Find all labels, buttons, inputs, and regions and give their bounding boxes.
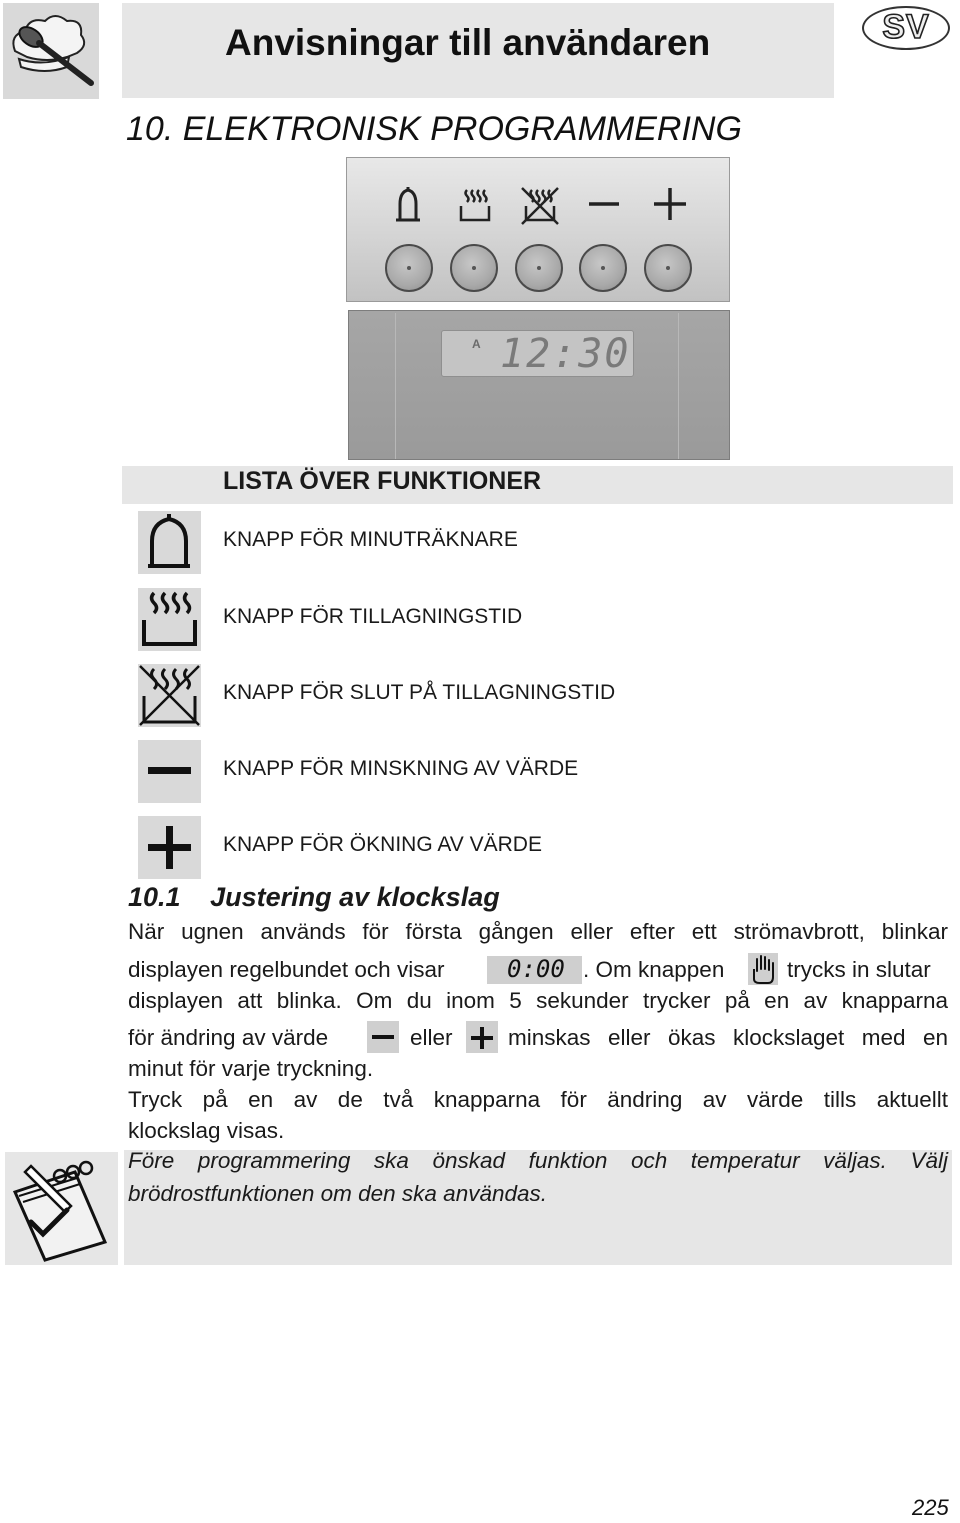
cooking-time-icon (138, 588, 201, 651)
knob-timer (385, 244, 433, 292)
list-item-label: KNAPP FÖR ÖKNING AV VÄRDE (223, 833, 542, 856)
paragraph-line: När ugnen används för första gången eller efter ett strömavbrott, blinkar (128, 919, 948, 944)
paragraph-line: displayen regelbundet och visar (128, 957, 445, 982)
inline-icon-box (466, 1021, 498, 1053)
hand-icon (748, 953, 778, 985)
list-item-label: KNAPP FÖR TILLAGNINGSTID (223, 605, 523, 628)
paragraph-line: displayen att blinka. Om du inom 5 sekunder trycker på en av knapparna (128, 988, 948, 1013)
list-item-label: KNAPP FÖR MINSKNING AV VÄRDE (223, 757, 579, 780)
chef-spoon-icon (3, 3, 99, 99)
knob-end-cooking (515, 244, 563, 292)
control-panel-buttons (346, 157, 730, 302)
function-list-title: LISTA ÖVER FUNKTIONER (223, 467, 542, 495)
plus-icon (138, 816, 201, 879)
paragraph-line: eller (410, 1025, 453, 1050)
language-badge: SV (862, 6, 950, 50)
notepad-check-icon (5, 1152, 118, 1265)
lcd-display (441, 330, 634, 377)
lcd-mode-letter: A (472, 337, 481, 351)
lcd-time-value: 12:30 (500, 331, 631, 377)
minus-icon (138, 740, 201, 803)
paragraph-line: . Om knappen (583, 957, 725, 982)
plus-icon (654, 188, 686, 220)
cooking-time-icon (461, 190, 489, 220)
subsection-number: 10.1 (128, 882, 181, 912)
note-icon-box (5, 1152, 118, 1265)
list-icon-box (138, 588, 201, 651)
list-icon-box (138, 816, 201, 879)
logo (3, 3, 99, 99)
subsection-title (128, 882, 500, 913)
paragraph-line: trycks in slutar (787, 957, 931, 982)
bell-icon (396, 187, 420, 220)
paragraph-line: minut för varje tryckning. (128, 1056, 374, 1081)
plus-icon (466, 1021, 498, 1053)
knob-plus (644, 244, 692, 292)
end-cooking-icon (522, 188, 558, 224)
inline-display-box (487, 956, 582, 984)
knob-minus (579, 244, 627, 292)
paragraph-line: Tryck på en av de två knapparna för ändring av värde tills aktuellt (128, 1087, 948, 1112)
panel-symbols (392, 186, 692, 226)
paragraph-line: minskas eller ökas klockslaget med en (508, 1025, 948, 1050)
inline-icon-box (748, 953, 778, 985)
note-line: brödrostfunktionen om den ska användas. (128, 1181, 548, 1206)
list-item-label: KNAPP FÖR MINUTRÄKNARE (223, 528, 518, 551)
list-icon-box (138, 740, 201, 803)
paragraph-line: för ändring av värde (128, 1025, 329, 1050)
page-number: 225 (912, 1495, 949, 1520)
note-line: Före programmering ska önskad funktion och temperatur väljas. Välj (128, 1148, 948, 1173)
end-cooking-icon (138, 664, 201, 727)
list-icon-box (138, 511, 201, 574)
inline-icon-box (367, 1021, 399, 1053)
knob-cooking-time (450, 244, 498, 292)
subsection-heading: Justering av klockslag (210, 882, 500, 912)
list-icon-box (138, 664, 201, 727)
minus-icon (367, 1021, 399, 1053)
list-item-label: KNAPP FÖR SLUT PÅ TILLAGNINGSTID (223, 681, 616, 704)
bell-icon (138, 511, 201, 574)
inline-display-value: 0:00 (507, 955, 565, 983)
paragraph-line: klockslag visas. (128, 1118, 285, 1143)
section-title: 10. ELEKTRONISK PROGRAMMERING (126, 110, 742, 148)
page-header-title: Anvisningar till användaren (225, 22, 711, 63)
